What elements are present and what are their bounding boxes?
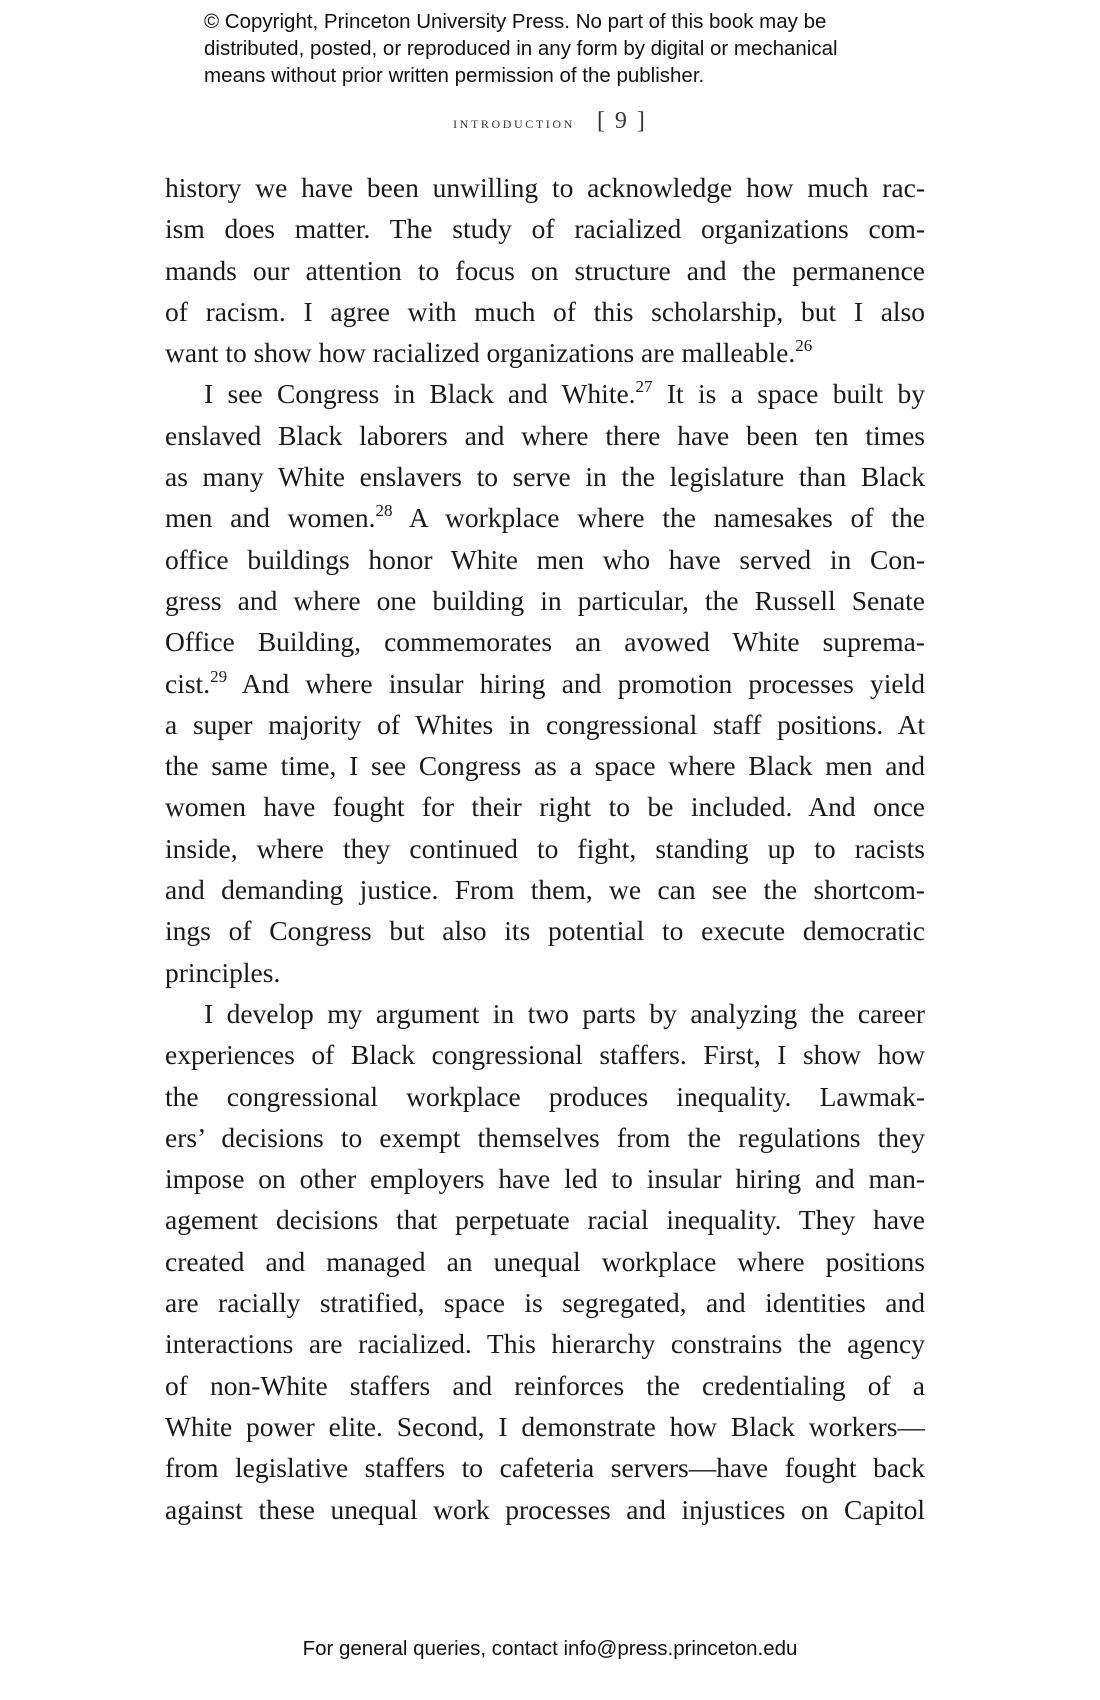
text-fragment: want to show how racialized organizations are malleable. [165,337,796,369]
text-line: White power elite. Second, I demonstrate how Black workers— [165,1410,925,1442]
text-line: created and managed an unequal workplace where positions [165,1245,925,1277]
text-line: of non-White staffers and reinforces the credentialing of a [165,1369,925,1401]
text-line: of racism. I agree with much of this scholarship, but I also [165,295,925,327]
copyright-line: means without prior written permission of the publisher. [204,64,705,87]
text-line: from legislative staffers to cafeteria servers—have fought back [165,1452,925,1484]
text-line: interactions are racialized. This hierarchy constrains the agency [165,1328,925,1360]
text-line: office buildings honor White men who have served in Con- [165,543,925,575]
page-number: [ 9 ] [596,108,647,134]
text-line [165,663,925,704]
text-line: the same time, I see Congress as a space where Black men and [165,750,925,782]
text-fragment: cist. [165,667,211,699]
text-line: inside, where they continued to fight, standing up to racists [165,832,925,864]
text-line: against these unequal work processes and injustices on Capitol [165,1493,925,1525]
copyright-line: © Copyright, Princeton University Press. No part of this book may be [204,10,827,33]
footnote-ref: 28 [375,501,393,521]
copyright-notice [204,8,964,89]
running-head-title: introduction [453,113,575,132]
text-line: ers’ decisions to exempt themselves from the regulations they [165,1121,925,1153]
text-line [165,332,925,373]
text-line [165,373,925,414]
text-line: history we have been unwilling to acknowledge how much rac- [165,172,925,203]
text-fragment: A workplace where the namesakes of the [392,502,926,534]
text-line: ings of Congress but also its potential to execute democratic [165,915,925,947]
footnote-ref: 27 [635,377,653,397]
text-line: agement decisions that perpetuate racial inequality. They have [165,1204,925,1236]
text-fragment: I see Congress in Black and White. [204,378,636,410]
text-line: gress and where one building in particular, the Russell Senate [165,584,925,616]
copyright-line: distributed, posted, or reproduced in any form by digital or mechanical [204,37,838,60]
body-text [165,167,925,1530]
text-line [165,497,925,538]
text-fragment: men and women. [165,502,376,534]
text-line: as many White enslavers to serve in the legislature than Black [165,461,925,493]
text-line: the congressional workplace produces inequality. Lawmak- [165,1080,925,1112]
text-line: are racially stratified, space is segregated, and identities and [165,1287,925,1319]
text-line: Office Building, commemorates an avowed White suprema- [165,626,925,658]
text-line: principles. [165,956,281,988]
footnote-ref: 26 [795,336,813,356]
text-line: enslaved Black laborers and where there have been ten times [165,419,925,451]
text-line: and demanding justice. From them, we can see the shortcom- [165,874,925,906]
text-line: I develop my argument in two parts by analyzing the career [204,997,925,1029]
footnote-ref: 29 [210,666,228,686]
text-line: a super majority of Whites in congressional staff positions. At [165,708,925,740]
text-line: mands our attention to focus on structure and the permanence [165,254,925,286]
text-line: experiences of Black congressional staffers. First, I show how [165,1039,925,1071]
footer-contact: For general queries, contact info@press.princeton.edu [302,1637,798,1660]
running-head [0,108,1100,135]
text-fragment: And where insular hiring and promotion processes yield [227,667,925,699]
text-line: women have fought for their right to be included. And once [165,791,925,823]
text-line: impose on other employers have led to insular hiring and man- [165,1163,925,1195]
text-line: ism does matter. The study of racialized organizations com- [165,213,925,245]
text-fragment: It is a space built by [652,378,925,410]
